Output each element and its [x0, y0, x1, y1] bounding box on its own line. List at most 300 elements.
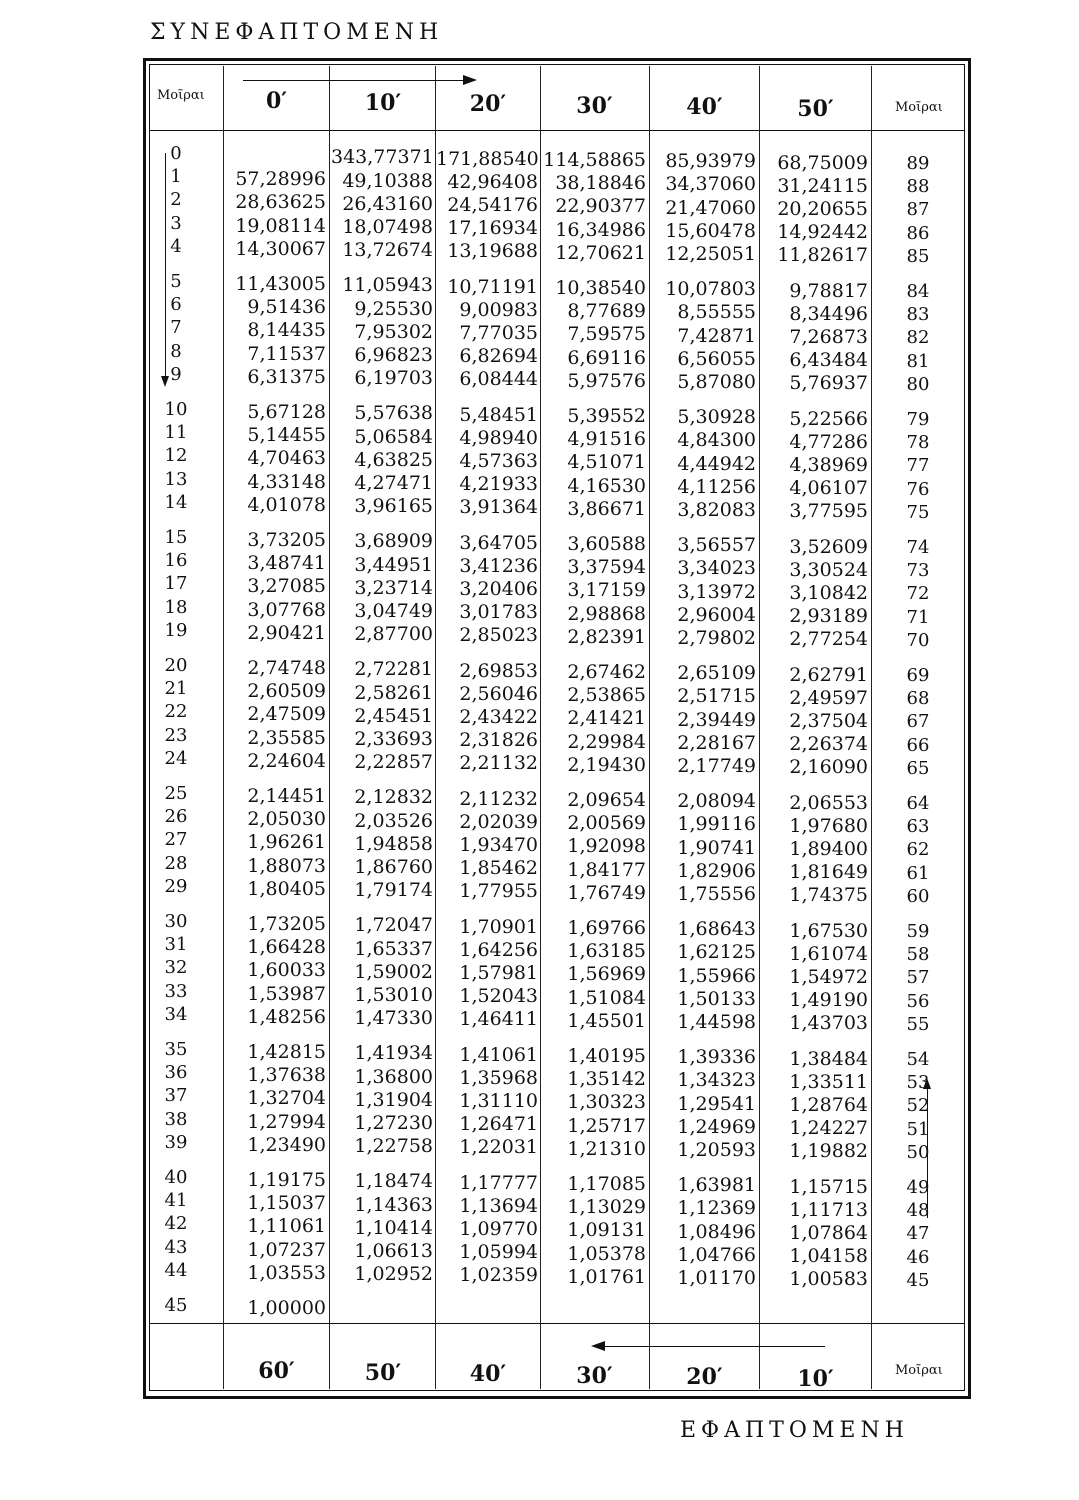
table-cell: 1,26471: [459, 1113, 538, 1136]
table-cell: 4,38969: [789, 453, 868, 476]
complementary-degree-label: 46: [906, 1246, 930, 1268]
top-arrow-head-icon: [463, 75, 477, 85]
table-cell: 1,07237: [247, 1238, 326, 1261]
complementary-degree-label: 48: [906, 1200, 930, 1222]
table-cell: 1,70901: [459, 915, 538, 938]
table-cell: 2,67462: [567, 660, 646, 683]
table-cell: 14,30067: [235, 237, 326, 260]
table-cell: 1,79174: [354, 879, 433, 902]
degree-label: 34: [164, 1003, 188, 1025]
complementary-degree-label: 64: [906, 793, 930, 814]
degree-label: 5: [170, 271, 182, 292]
table-cell: 17,16934: [447, 217, 538, 240]
complementary-degree-label: 86: [906, 222, 930, 244]
page-title-cotangent: ΣΥΝΕΦΑΠΤΟΜΕΝΗ: [150, 20, 444, 45]
table-cell: 1,35968: [459, 1066, 538, 1089]
top-header-minutes: 10′: [364, 89, 402, 116]
table-cell: 20,20655: [777, 197, 868, 220]
complementary-degree-label: 60: [906, 885, 930, 907]
complementary-degree-label: 72: [906, 583, 930, 605]
table-cell: 2,17749: [677, 755, 756, 777]
complementary-degree-label: 63: [906, 816, 930, 838]
table-cell: 6,82694: [459, 345, 538, 368]
table-cell: 1,14363: [354, 1193, 433, 1216]
table-cell: 2,21132: [459, 752, 538, 775]
table-cell: 1,18474: [354, 1170, 433, 1193]
table-cell: 1,82906: [677, 859, 756, 882]
table-cell: 1,60033: [247, 959, 326, 982]
table-cell: 15,60478: [665, 219, 756, 242]
table-cell: 3,73205: [247, 529, 326, 551]
table-cell: 1,76749: [567, 881, 646, 904]
table-cell: 57,28996: [235, 168, 326, 191]
complementary-degree-label: 54: [906, 1049, 930, 1070]
complementary-degree-label: 89: [906, 153, 930, 174]
complementary-degree-label: 76: [906, 478, 930, 500]
table-cell: 1,50133: [677, 987, 756, 1010]
top-header-minutes: 30′: [576, 92, 613, 119]
table-cell: 1,12369: [677, 1197, 756, 1220]
page-title-tangent: ΕΦΑΠΤΟΜΕΝΗ: [680, 1418, 909, 1443]
table-cell: 8,34496: [789, 302, 868, 325]
degree-label: 0: [170, 143, 182, 164]
table-cell: 1,25717: [567, 1114, 646, 1137]
table-cell: 4,11256: [677, 475, 756, 498]
degree-label: 8: [170, 340, 182, 362]
degree-label: 9: [170, 363, 182, 385]
table-cell: 2,00569: [567, 812, 646, 835]
degree-label: 29: [164, 875, 188, 897]
table-cell: 2,62791: [789, 663, 868, 686]
degree-label: 30: [164, 911, 188, 932]
table-cell: 1,92098: [567, 835, 646, 858]
degrees-header-right: Μοῖραι: [895, 100, 943, 115]
table-cell: 3,60588: [567, 532, 646, 555]
degree-label: 28: [164, 852, 188, 874]
table-frame: [143, 58, 971, 1398]
table-cell: 1,43703: [789, 1012, 868, 1035]
table-cell: 1,35142: [567, 1068, 646, 1091]
degree-label: 43: [164, 1236, 188, 1258]
complementary-degree-label: 77: [906, 455, 930, 477]
table-cell: 4,51071: [567, 451, 646, 474]
table-cell: 1,19175: [247, 1169, 326, 1191]
table-cell: 1,63185: [567, 940, 646, 963]
table-cell: 3,68909: [354, 530, 433, 553]
table-cell: 1,54972: [789, 965, 868, 988]
table-cell: 2,39449: [677, 708, 756, 731]
degree-label: 37: [164, 1085, 188, 1107]
table-cell: 3,56557: [677, 534, 756, 557]
table-cell: 1,21310: [567, 1137, 646, 1160]
complementary-degree-label: 83: [906, 304, 930, 326]
degree-label: 1: [170, 166, 182, 188]
degree-label: 27: [164, 829, 188, 851]
table-cell: 1,27230: [354, 1111, 433, 1134]
table-cell: 1,47330: [354, 1007, 433, 1030]
table-cell: 1,52043: [459, 985, 538, 1008]
table-cell: 1,31110: [459, 1090, 538, 1112]
bottom-header-minutes: 50′: [364, 1359, 402, 1386]
table-cell: 2,93189: [789, 605, 868, 628]
table-cell: 1,90741: [677, 836, 756, 859]
degree-label: 25: [164, 783, 188, 804]
table-cell: 1,69766: [567, 916, 646, 939]
table-cell: 2,08094: [677, 790, 756, 813]
degree-label: 21: [164, 678, 188, 700]
table-cell: 2,03526: [354, 809, 433, 832]
complementary-degree-label: 57: [906, 967, 930, 989]
top-header-minutes: 0′: [265, 88, 288, 114]
table-cell: 1,96261: [247, 831, 326, 854]
degree-label: 41: [164, 1190, 188, 1212]
table-cell: 4,27471: [354, 471, 433, 494]
table-cell: 7,26873: [789, 325, 868, 348]
table-cell: 14,92442: [777, 221, 868, 244]
table-cell: 1,64256: [459, 938, 538, 961]
table-cell: 5,76937: [789, 372, 868, 395]
complementary-degree-label: 65: [906, 757, 930, 779]
complementary-degree-label: 70: [906, 629, 930, 651]
degree-label: 32: [164, 957, 188, 979]
table-cell: 1,24227: [789, 1117, 868, 1140]
table-cell: 6,43484: [789, 349, 868, 372]
degree-label: 13: [164, 468, 188, 490]
table-cell: 3,96165: [354, 495, 433, 518]
table-cell: 1,33511: [789, 1070, 868, 1093]
table-cell: 1,61074: [789, 942, 868, 965]
table-cell: 2,05030: [247, 808, 326, 831]
degree-label: 40: [164, 1167, 188, 1188]
table-cell: 2,60509: [247, 680, 326, 703]
table-cell: 3,91364: [459, 496, 538, 519]
table-cell: 1,67530: [789, 919, 868, 942]
degree-label: 44: [164, 1259, 188, 1281]
degree-label: 14: [164, 491, 188, 513]
table-cell: 2,11232: [459, 787, 538, 810]
table-cell: 7,59575: [567, 323, 646, 346]
table-cell: 4,33148: [247, 470, 326, 493]
table-cell: 1,44598: [677, 1011, 756, 1033]
complementary-degree-label: 81: [906, 350, 930, 372]
table-cell: 10,38540: [555, 276, 646, 299]
table-cell: 2,06553: [789, 791, 868, 814]
table-cell: 1,66428: [247, 936, 326, 959]
table-cell: 1,45501: [567, 1009, 646, 1032]
table-cell: 1,10414: [354, 1216, 433, 1239]
table-cell: 1,41934: [354, 1042, 433, 1065]
table-cell: 2,41421: [567, 707, 646, 730]
table-cell: 3,48741: [247, 552, 326, 575]
table-cell: 1,51084: [567, 986, 646, 1009]
table-cell: 6,69116: [567, 346, 646, 369]
degree-label: 33: [164, 980, 188, 1002]
table-cell: 38,18846: [555, 172, 646, 195]
table-cell: 13,19688: [447, 240, 538, 263]
table-cell: 2,28167: [677, 731, 756, 754]
table-cell: 1,29541: [677, 1092, 756, 1115]
table-cell: 12,25051: [665, 243, 756, 265]
complementary-degree-label: 53: [906, 1072, 930, 1094]
table-cell: 1,23490: [247, 1133, 326, 1156]
table-cell: 1,30323: [567, 1091, 646, 1114]
table-cell: 1,04158: [789, 1245, 868, 1268]
table-cell: 1,28764: [789, 1093, 868, 1116]
complementary-degree-label: 82: [906, 327, 930, 349]
table-cell: 8,14435: [247, 319, 326, 342]
bottom-header-minutes: 60′: [258, 1358, 295, 1384]
complementary-degree-label: 85: [906, 245, 930, 267]
complementary-degree-label: 56: [906, 990, 930, 1012]
table-cell: 3,64705: [459, 531, 538, 554]
table-cell: 5,97576: [567, 369, 646, 392]
table-cell: 2,35585: [247, 726, 326, 749]
table-cell: 3,04749: [354, 599, 433, 622]
degree-label: 39: [164, 1131, 188, 1153]
degree-label: 17: [164, 573, 188, 595]
table-cell: 1,00000: [247, 1297, 326, 1319]
table-cell: 10,71191: [447, 275, 538, 298]
table-cell: 4,91516: [567, 428, 646, 451]
table-cell: 1,08496: [677, 1220, 756, 1243]
table-cell: 1,63981: [677, 1174, 756, 1197]
degree-label: 18: [164, 596, 188, 618]
table-cell: 1,42815: [247, 1041, 326, 1063]
table-cell: 1,01170: [677, 1267, 756, 1289]
degree-label: 24: [164, 747, 188, 769]
table-cell: 2,26374: [789, 733, 868, 756]
degree-label: 7: [170, 317, 182, 339]
table-cell: 1,06613: [354, 1239, 433, 1262]
table-cell: 7,95302: [354, 320, 433, 343]
table-cell: 49,10388: [342, 169, 433, 192]
table-cell: 1,13029: [567, 1196, 646, 1219]
table-cell: 1,38484: [789, 1047, 868, 1070]
table-cell: 2,87700: [354, 623, 433, 646]
degree-label: 45: [164, 1295, 188, 1316]
table-cell: 4,06107: [789, 477, 868, 500]
degree-label: 38: [164, 1108, 188, 1130]
table-cell: 2,49597: [789, 686, 868, 709]
complementary-degree-label: 61: [906, 862, 930, 884]
table-cell: 1,17085: [567, 1172, 646, 1195]
table-cell: 2,77254: [789, 628, 868, 651]
complementary-degree-label: 84: [906, 281, 930, 302]
complementary-degree-label: 45: [906, 1269, 930, 1291]
table-cell: 2,53865: [567, 684, 646, 707]
table-cell: 1,73205: [247, 913, 326, 935]
degree-label: 26: [164, 806, 188, 828]
table-cell: 114,58865: [543, 148, 646, 171]
table-cell: 3,17159: [567, 579, 646, 602]
degree-label: 12: [164, 445, 188, 467]
table-cell: 2,16090: [789, 756, 868, 779]
top-header-minutes: 50′: [797, 95, 834, 122]
table-cell: 1,34323: [677, 1069, 756, 1092]
complementary-degree-label: 88: [906, 176, 930, 198]
table-cell: 2,58261: [354, 681, 433, 704]
table-cell: 3,82083: [677, 499, 756, 521]
degree-label: 6: [170, 294, 182, 316]
table-cell: 1,97680: [789, 814, 868, 837]
table-cell: 2,72281: [354, 658, 433, 681]
bottom-header-minutes: 30′: [576, 1362, 613, 1389]
table-cell: 2,22857: [354, 751, 433, 774]
table-cell: 13,72674: [342, 239, 433, 262]
column-divider: [649, 66, 650, 1389]
table-cell: 42,96408: [447, 170, 538, 193]
table-cell: 2,02039: [459, 810, 538, 833]
complementary-degree-label: 71: [906, 606, 930, 628]
table-cell: 10,07803: [665, 278, 756, 301]
table-cell: 1,15715: [789, 1175, 868, 1198]
table-cell: 5,30928: [677, 406, 756, 429]
table-cell: 1,31904: [354, 1088, 433, 1111]
table-cell: 2,79802: [677, 627, 756, 649]
table-cell: 1,53010: [354, 983, 433, 1006]
table-cell: 343,77371: [331, 146, 434, 169]
table-cell: 6,96823: [354, 343, 433, 366]
table-cell: 11,43005: [235, 273, 326, 295]
table-cell: 1,62125: [677, 941, 756, 964]
table-cell: 3,77595: [789, 500, 868, 523]
table-cell: 1,22031: [459, 1136, 538, 1159]
table-cell: 5,67128: [247, 401, 326, 423]
table-cell: 1,02952: [354, 1263, 433, 1286]
complementary-degree-label: 87: [906, 199, 930, 221]
table-cell: 1,13694: [459, 1194, 538, 1217]
table-cell: 1,75556: [677, 883, 756, 905]
table-cell: 9,00983: [459, 298, 538, 321]
table-cell: 2,65109: [677, 662, 756, 685]
table-cell: 3,37594: [567, 556, 646, 579]
table-cell: 1,22758: [354, 1135, 433, 1158]
table-cell: 34,37060: [665, 173, 756, 196]
table-cell: 2,29984: [567, 730, 646, 753]
bottom-header-minutes: 40′: [469, 1361, 507, 1387]
table-cell: 1,49190: [789, 989, 868, 1012]
table-cell: 1,01761: [567, 1265, 646, 1288]
top-arrow-line: [243, 80, 465, 81]
table-cell: 4,98940: [459, 426, 538, 449]
table-cell: 21,47060: [665, 196, 756, 219]
table-cell: 85,93979: [665, 150, 756, 173]
table-cell: 5,57638: [354, 402, 433, 425]
complementary-degree-label: 49: [906, 1177, 930, 1198]
complementary-degree-label: 50: [906, 1141, 930, 1163]
footer-rule: [149, 1323, 965, 1324]
table-cell: 68,75009: [777, 151, 868, 174]
table-cell: 1,40195: [567, 1044, 646, 1067]
table-cell: 26,43160: [342, 192, 433, 215]
degree-label: 15: [164, 527, 188, 548]
complementary-degree-label: 52: [906, 1095, 930, 1117]
table-cell: 3,23714: [354, 576, 433, 599]
table-cell: 1,05994: [459, 1241, 538, 1264]
degrees-footer-right: Μοῖραι: [895, 1363, 943, 1378]
complementary-degree-label: 59: [906, 921, 930, 942]
table-cell: 5,14455: [247, 424, 326, 447]
degree-label: 22: [164, 701, 188, 723]
table-cell: 12,70621: [555, 241, 646, 264]
table-cell: 3,44951: [354, 553, 433, 576]
complementary-degree-label: 55: [906, 1013, 930, 1035]
complementary-degree-label: 58: [906, 944, 930, 966]
table-cell: 2,51715: [677, 685, 756, 708]
table-cell: 2,56046: [459, 682, 538, 705]
table-cell: 1,09131: [567, 1219, 646, 1242]
table-cell: 18,07498: [342, 215, 433, 238]
table-cell: 28,63625: [235, 191, 326, 214]
table-cell: 6,08444: [459, 368, 538, 391]
table-cell: 1,37638: [247, 1064, 326, 1087]
degree-label: 19: [164, 619, 188, 641]
degrees-header-left: Μοῖραι: [157, 88, 205, 103]
bottom-arrow-head-icon: [591, 1341, 605, 1351]
table-cell: 1,53987: [247, 982, 326, 1005]
table-cell: 3,07768: [247, 598, 326, 621]
table-cell: 1,15037: [247, 1192, 326, 1215]
table-cell: 2,47509: [247, 703, 326, 726]
table-cell: 2,98868: [567, 602, 646, 625]
table-cell: 2,82391: [567, 625, 646, 648]
table-cell: 1,11061: [247, 1215, 326, 1238]
complementary-degree-label: 62: [906, 839, 930, 861]
table-cell: 1,24969: [677, 1115, 756, 1138]
table-cell: 3,10842: [789, 581, 868, 604]
table-cell: 2,96004: [677, 603, 756, 626]
table-cell: 1,72047: [354, 914, 433, 937]
table-cell: 11,82617: [777, 244, 868, 267]
table-cell: 1,11713: [789, 1198, 868, 1221]
table-cell: 1,74375: [789, 884, 868, 907]
table-cell: 2,85023: [459, 624, 538, 647]
table-cell: 16,34986: [555, 218, 646, 241]
column-divider: [329, 66, 330, 1389]
degree-label: 31: [164, 934, 188, 956]
table-cell: 2,69853: [459, 659, 538, 682]
table-cell: 1,05378: [567, 1242, 646, 1265]
degree-label: 4: [170, 235, 182, 257]
table-cell: 5,39552: [567, 404, 646, 427]
table-cell: 2,90421: [247, 621, 326, 644]
table-cell: 24,54176: [447, 194, 538, 216]
table-cell: 1,65337: [354, 937, 433, 960]
degree-label: 36: [164, 1062, 188, 1084]
table-cell: 2,43422: [459, 706, 538, 728]
table-cell: 3,86671: [567, 497, 646, 520]
bottom-header-minutes: 10′: [797, 1365, 834, 1392]
table-cell: 4,63825: [354, 448, 433, 471]
column-divider: [759, 66, 760, 1389]
table-cell: 2,24604: [247, 749, 326, 772]
degree-label: 35: [164, 1039, 188, 1060]
degree-label: 11: [164, 422, 188, 444]
table-cell: 1,86760: [354, 855, 433, 878]
table-cell: 1,68643: [677, 918, 756, 941]
table-cell: 2,14451: [247, 785, 326, 807]
table-cell: 1,59002: [354, 960, 433, 983]
table-cell: 4,44942: [677, 452, 756, 475]
table-cell: 1,20593: [677, 1139, 756, 1161]
table-cell: 1,57981: [459, 962, 538, 984]
degree-label: 2: [170, 189, 182, 211]
table-cell: 22,90377: [555, 195, 646, 218]
table-cell: 1,04766: [677, 1243, 756, 1266]
table-cell: 1,19882: [789, 1140, 868, 1163]
table-cell: 1,00583: [789, 1268, 868, 1291]
table-cell: 1,03553: [247, 1261, 326, 1284]
